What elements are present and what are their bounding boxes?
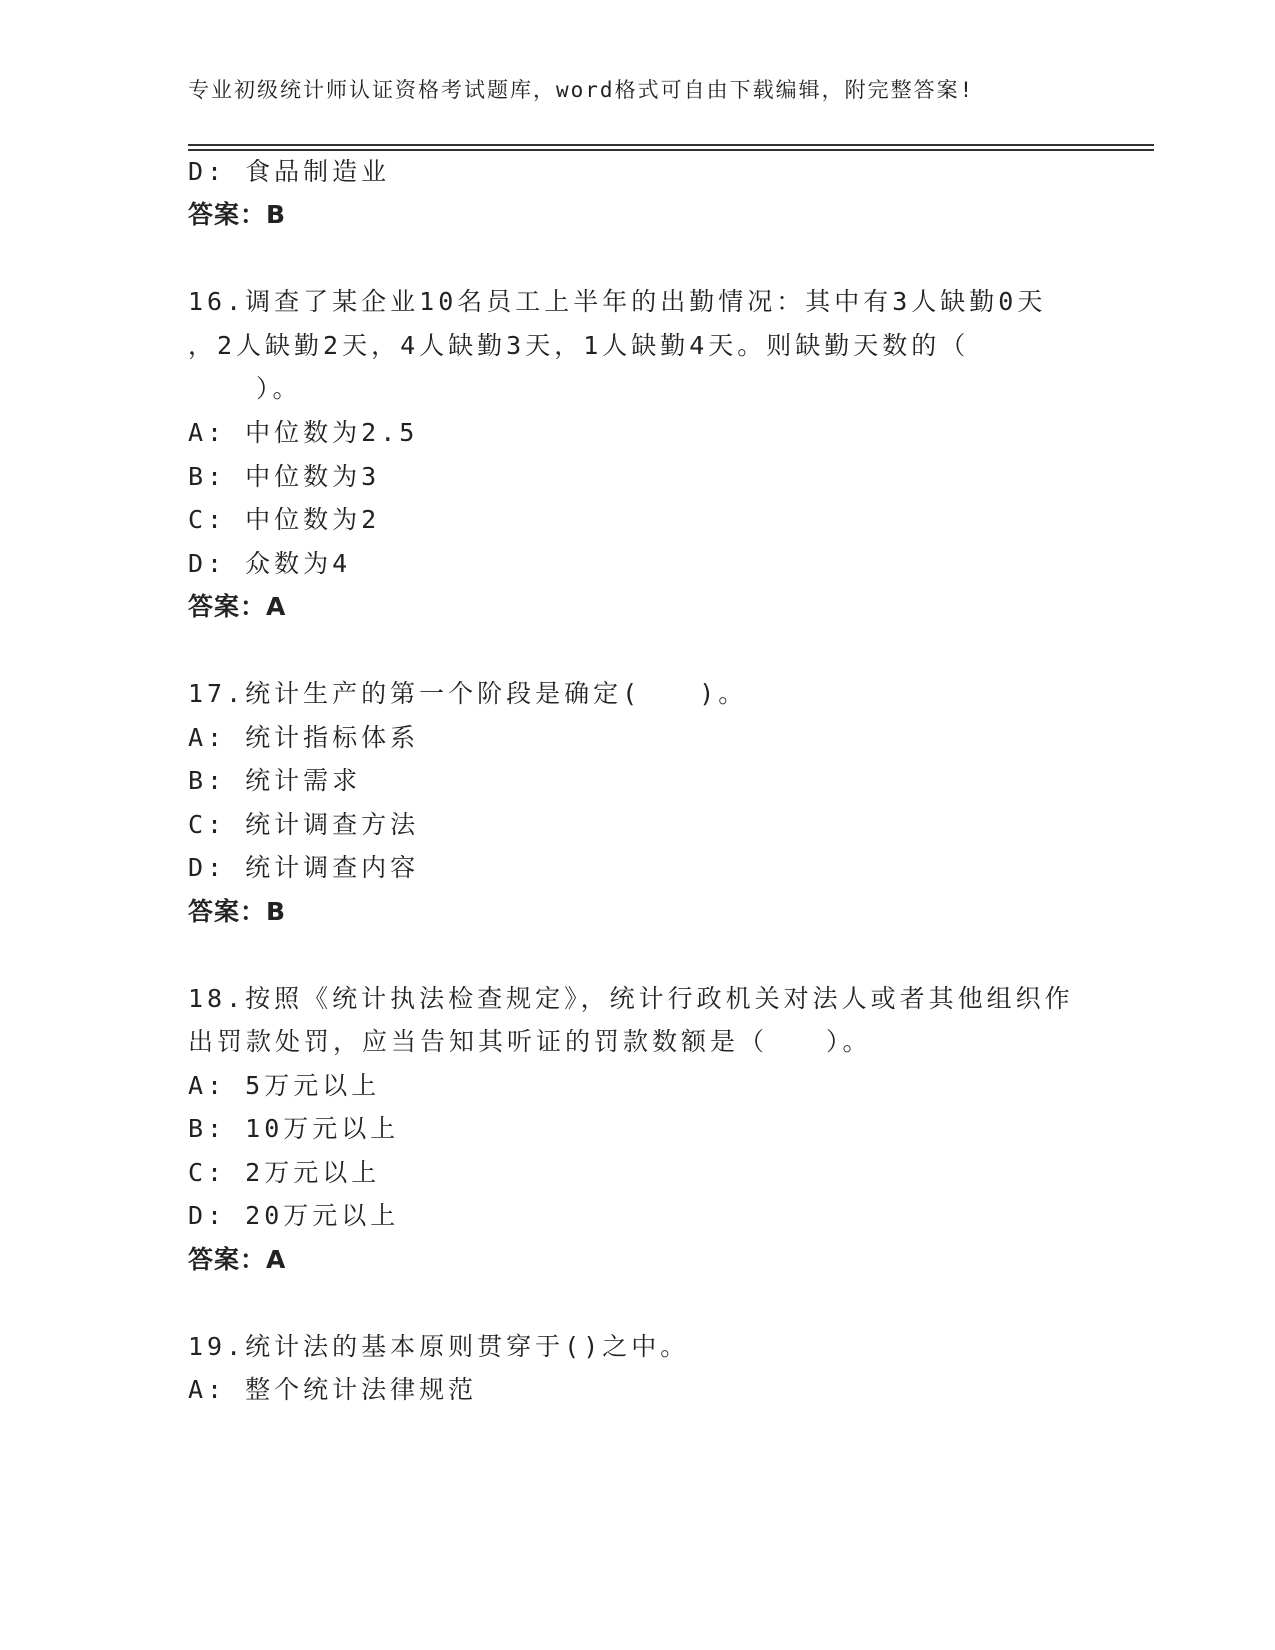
question-18-stem: 18.按照《统计执法检查规定》，统计行政机关对法人或者其他组织作 bbox=[188, 984, 1074, 1013]
question-16-option-d: D: 众数为4 bbox=[188, 549, 352, 578]
question-19-option-a: A: 整个统计法律规范 bbox=[188, 1375, 478, 1404]
question-18-answer: 答案：A bbox=[188, 1245, 287, 1274]
question-18-option-a: A: 5万元以上 bbox=[188, 1071, 381, 1100]
question-16-stem: 16.调查了某企业10名员工上半年的出勤情况：其中有3人缺勤0天 bbox=[188, 287, 1047, 316]
question-16-answer: 答案：A bbox=[188, 592, 287, 621]
header-rule-bottom bbox=[188, 149, 1154, 151]
question-18-option-d: D: 20万元以上 bbox=[188, 1201, 400, 1230]
question-17-option-b: B: 统计需求 bbox=[188, 766, 362, 795]
question-16-option-b: B: 中位数为3 bbox=[188, 462, 381, 491]
answer-label: 答案：B bbox=[188, 200, 287, 229]
question-17-answer: 答案：B bbox=[188, 897, 287, 926]
question-18-option-c: C: 2万元以上 bbox=[188, 1158, 381, 1187]
question-16-stem-end: ）。 bbox=[256, 374, 302, 403]
page-header: 专业初级统计师认证资格考试题库，word格式可自由下载编辑，附完整答案! bbox=[188, 78, 975, 102]
question-17-stem: 17.统计生产的第一个阶段是确定( )。 bbox=[188, 679, 748, 708]
question-16-option-a: A: 中位数为2.5 bbox=[188, 418, 419, 447]
question-17-option-d: D: 统计调查内容 bbox=[188, 853, 420, 882]
question-18-option-b: B: 10万元以上 bbox=[188, 1114, 400, 1143]
question-17-option-a: A: 统计指标体系 bbox=[188, 723, 420, 752]
question-16-option-c: C: 中位数为2 bbox=[188, 505, 381, 534]
header-rule-top bbox=[188, 144, 1154, 146]
question-19-stem: 19.统计法的基本原则贯穿于()之中。 bbox=[188, 1332, 690, 1361]
question-16-stem-cont: ，2人缺勤2天，4人缺勤3天，1人缺勤4天。则缺勤天数的（ bbox=[188, 331, 970, 360]
question-17-option-c: C: 统计调查方法 bbox=[188, 810, 420, 839]
question-18-stem-cont: 出罚款处罚，应当告知其听证的罚款数额是（ ）。 bbox=[188, 1027, 872, 1056]
option-d: D: 食品制造业 bbox=[188, 157, 391, 186]
